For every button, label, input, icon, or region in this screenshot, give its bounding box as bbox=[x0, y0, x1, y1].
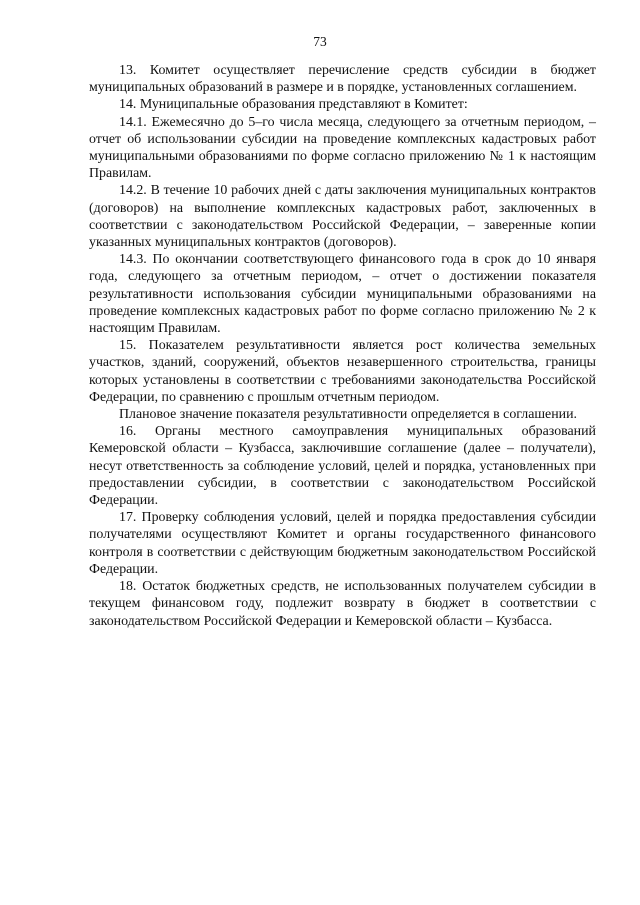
paragraph-14-1: 14.1. Ежемесячно до 5–го числа месяца, следующего за отчетным периодом, – отчет об использовании субсидии на проведение комплексных кадастровых работ муниципальными образованиями по форме согласно приложению № 1 к настоящим Правилам. bbox=[89, 114, 596, 182]
paragraph-18: 18. Остаток бюджетных средств, не использованных получателем субсидии в текущем финансовом году, подлежит возврату в бюджет в соответствии с законодательством Российской Федерации и Кемеровской области – Кузбасса. bbox=[89, 579, 596, 629]
document-body bbox=[89, 62, 596, 630]
paragraph-17: 17. Проверку соблюдения условий, целей и порядка предоставления субсидии получателями осуществляют Комитет и органы государственного финансового контроля в соответствии с действующим бюджетным законодательством Российской Федерации. bbox=[89, 510, 596, 577]
paragraph-15: 15. Показателем результативности является рост количества земельных участков, зданий, сооружений, объектов незавершенного строительства, границы которых установлены в соответствии с требованиями законодательства Российской Федерации, по сравнению с прошлым отчетным периодом. bbox=[89, 338, 596, 405]
paragraph-13: 13. Комитет осуществляет перечисление средств субсидии в бюджет муниципальных образований в размере и в порядке, установленных соглашением. bbox=[89, 63, 596, 96]
paragraph-14: 14. Муниципальные образования представляют в Комитет: bbox=[119, 97, 468, 113]
paragraph-15-plan: Плановое значение показателя результативности определяется в соглашении. bbox=[119, 407, 577, 423]
paragraph-16: 16. Органы местного самоуправления муниципальных образований Кемеровской области – Кузбасса, заключившие соглашение (далее – получатели), несут ответственность за соблюдение условий, целей и порядка, установленных при предоставлении субсидии, в соответствии с законодательством Российской Федерации. bbox=[89, 424, 596, 509]
page-number: 73 bbox=[313, 34, 327, 49]
paragraph-14-2: 14.2. В течение 10 рабочих дней с даты заключения муниципальных контрактов (договоров) на выполнение комплексных кадастровых работ, заключенных в соответствии с законодательством Российской Федерации, – заверенные копии указанных муниципальных контрактов (договоров). bbox=[89, 183, 596, 251]
paragraph-14-3: 14.3. По окончании соответствующего финансового года в срок до 10 января года, следующего за отчетным периодом, – отчет о достижении показателя результативности использования субсидии муниципальными образованиями на проведение комплексных кадастровых работ по форме согласно приложению № 2 к настоящим Правилам. bbox=[89, 252, 596, 337]
